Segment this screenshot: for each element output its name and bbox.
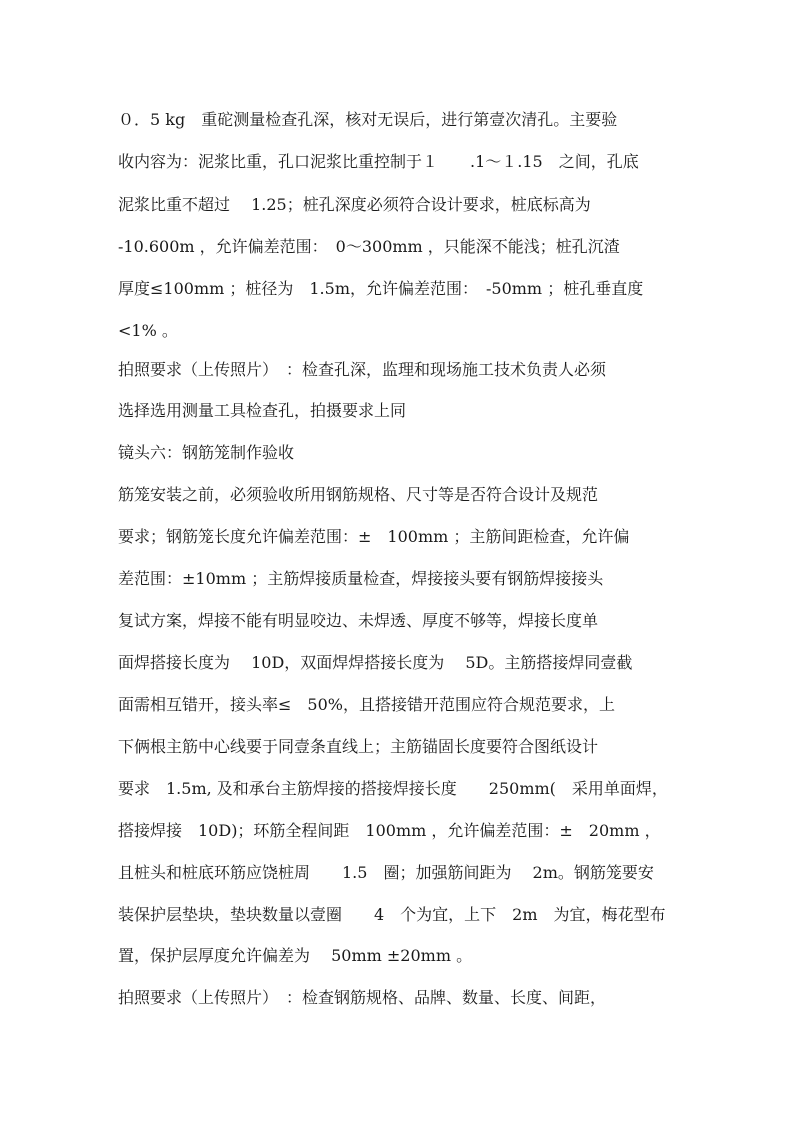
- text-line: 且桩头和桩底环筋应饶桩周 1.5 圈；加强筋间距为 2m。钢筋笼要安: [118, 863, 654, 882]
- text-line: 厚度≤100mm ；桩径为 1.5m，允许偏差范围： -50mm ；桩孔垂直度: [118, 279, 644, 298]
- text-line: 面需相互错开，接头率≤ 50%，且搭接错开范围应符合规范要求，上: [118, 695, 615, 714]
- text-line: 面焊搭接长度为 10D，双面焊焊搭接长度为 5D。主筋搭接焊同壹截: [118, 653, 633, 672]
- text-line: 泥浆比重不超过 1.25；桩孔深度必须符合设计要求，桩底标高为: [118, 195, 591, 214]
- text-line: 拍照要求（上传照片） ：检查钢筋规格、品牌、数量、长度、间距，: [118, 988, 607, 1007]
- text-line: 筋笼安装之前，必须验收所用钢筋规格、尺寸等是否符合设计及规范: [118, 485, 599, 504]
- text-line: <1% 。: [118, 321, 178, 340]
- text-line: 差范围：±10mm ；主筋焊接质量检查，焊接接头要有钢筋焊接接头: [118, 569, 604, 588]
- text-line: 置，保护层厚度允许偏差为 50mm ±20mm 。: [118, 946, 473, 965]
- text-line: ０．5 kg 重砣测量检查孔深，核对无误后，进行第壹次清孔。主要验: [118, 110, 618, 129]
- text-line: -10.600m ，允许偏差范围： 0～300mm ，只能深不能浅；桩孔沉渣: [118, 237, 620, 256]
- text-line: 复试方案，焊接不能有明显咬边、未焊透、厚度不够等，焊接长度单: [118, 611, 599, 630]
- text-line: 拍照要求（上传照片） ：检查孔深，监理和现场施工技术负责人必须: [118, 360, 607, 379]
- text-line: 装保护层垫块，垫块数量以壹圈 4 个为宜，上下 2m 为宜，梅花型布: [118, 905, 666, 924]
- text-line: 搭接焊接 10D)；环筋全程间距 100mm ，允许偏差范围：± 20mm ，: [118, 821, 661, 840]
- text-line: 收内容为：泥浆比重，孔口泥浆比重控制于１ .1～１.15 之间，孔底: [118, 152, 639, 171]
- text-line: 要求；钢筋笼长度允许偏差范围：± 100mm ；主筋间距检查，允许偏: [118, 527, 630, 546]
- section-heading: 镜头六：钢筋笼制作验收: [118, 443, 295, 462]
- text-line: 下俩根主筋中心线要于同壹条直线上；主筋锚固长度要符合图纸设计: [118, 737, 599, 756]
- text-line: 选择选用测量工具检查孔，拍摄要求上同: [118, 401, 407, 420]
- text-line: 要求 1.5m, 及和承台主筋焊接的搭接焊接长度 250mm( 采用单面焊，: [118, 779, 668, 798]
